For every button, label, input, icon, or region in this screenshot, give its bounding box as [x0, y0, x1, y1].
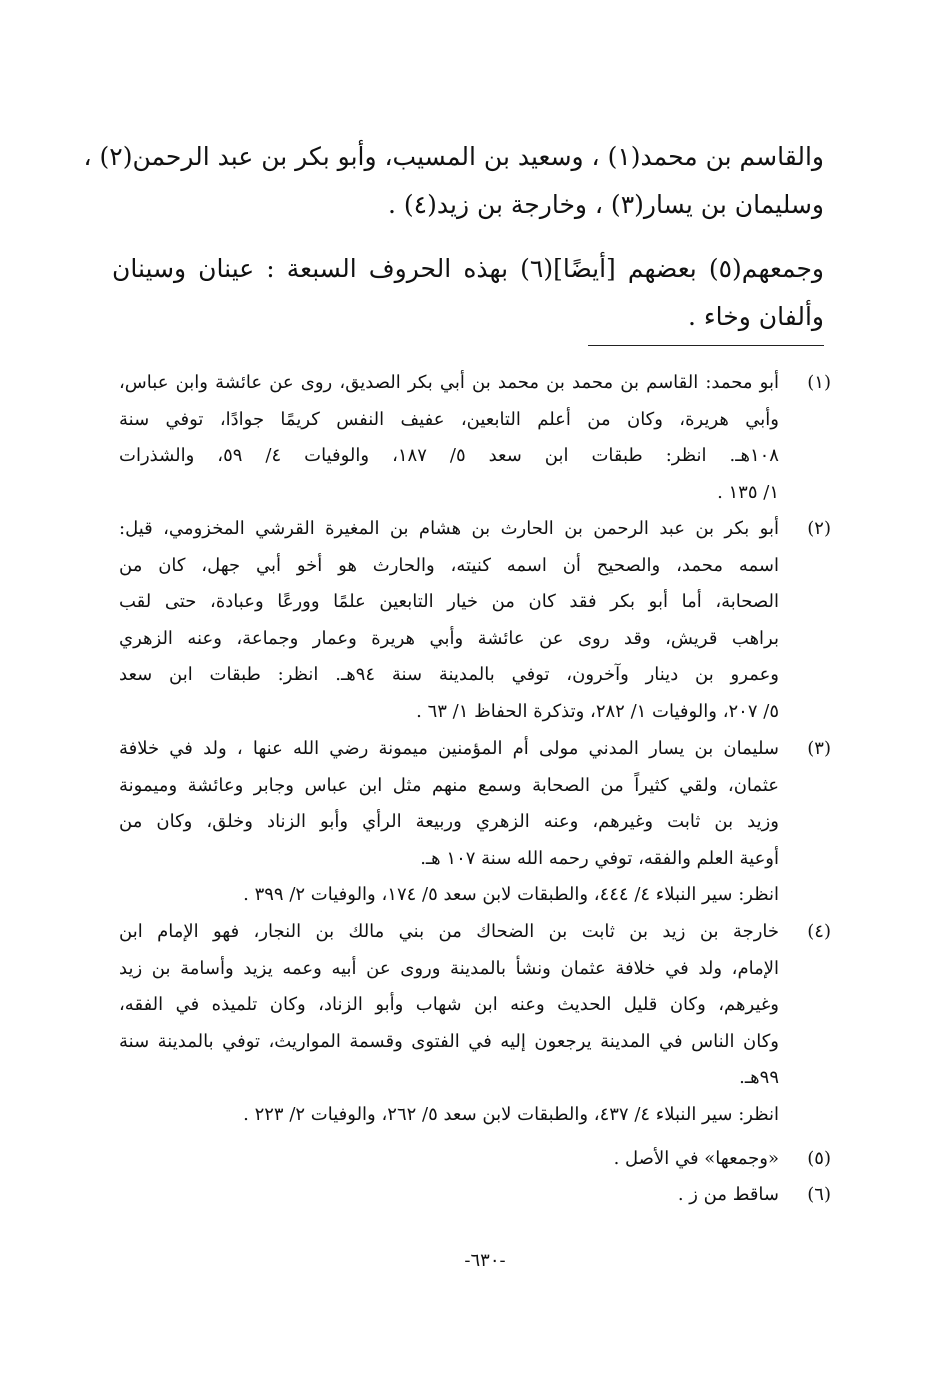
footnote-line: الإمام، ولد في خلافة عثمان ونشأ بالمدينة وروى عن أبيه وعمه يزيد وأسامة بن زيد — [119, 957, 779, 979]
footnote-number: (٣) — [807, 738, 831, 759]
footnote-3 — [119, 731, 831, 914]
footnote-line: عثمان، ولقي كثيراً من الصحابة وسمع منهم مثل ابن عباس وجابر وعائشة وميمونة — [119, 774, 779, 796]
footnote-divider — [588, 345, 824, 346]
footnote-line: وزيد بن ثابت وغيرهم، وعنه الزهري وربيعة الرأي وأبو الزناد وخلق، وكان من — [119, 811, 779, 832]
footnote-line: ١٠٨هـ. انظر: طبقات ابن سعد ٥/ ١٨٧، والوفيات ٤/ ٥٩، والشذرات — [119, 445, 779, 466]
footnote-number: (٢) — [807, 518, 831, 539]
footnote-line: وغيرهم، وكان قليل الحديث وعنه ابن شهاب وأبو الزناد، وكان تلميذه في الفقه، — [119, 994, 779, 1015]
footnote-line: انظر: سير النبلاء ٤/ ٤٣٧، والطبقات لابن سعد ٥/ ٢٦٢، والوفيات ٢/ ٢٢٣ . — [243, 1103, 779, 1125]
main-text-line: وسليمان بن يسار(٣) ، وخارجة بن زيد(٤) . — [388, 190, 824, 219]
footnote-6 — [119, 1177, 831, 1214]
footnote-line: خارجة بن زيد بن ثابت بن الضحاك من بني مالك بن النجار، فهو الإمام ابن — [119, 921, 779, 942]
footnote-line: وعمرو بن دينار وآخرون، توفي بالمدينة سنة ٩٤هـ. انظر: طبقات ابن سعد — [119, 664, 779, 685]
footnote-5 — [119, 1141, 831, 1178]
footnote-line: أبو محمد: القاسم بن محمد بن محمد بن أبي بكر الصديق، روى عن عائشة وابن عباس، — [119, 372, 779, 393]
footnote-number: (١) — [807, 372, 831, 393]
footnote-line: ساقط من ز . — [677, 1184, 779, 1205]
footnote-line: وأبي هريرة، وكان من أعلم التابعين، عفيف النفس كريمًا جوادًا، توفي سنة — [119, 408, 779, 430]
footnote-line: الصحابة، أما أبو بكر فقد كان من خيار التابعين علمًا وورعًا وعبادة، حتى لقب — [119, 591, 779, 612]
footnote-line: انظر: سير النبلاء ٤/ ٤٤٤، والطبقات لابن سعد ٥/ ١٧٤، والوفيات ٢/ ٣٩٩ . — [243, 884, 779, 905]
footnote-line: ٩٩هـ. — [739, 1067, 779, 1088]
footnote-line: براهب قريش، وقد روى عن عائشة وأبي هريرة وعمار وجماعة، وعنه الزهري — [119, 627, 779, 649]
footnote-line: اسمه محمد، والصحيح أن اسمه كنيته، والحارث هو أخو أبي جهل، كان من — [119, 554, 779, 576]
footnote-number: (٥) — [807, 1148, 831, 1169]
footnote-line: ١/ ١٣٥ . — [717, 481, 779, 503]
footnote-line: وكان الناس في المدينة يرجعون إليه في الفتوى وقسمة المواريث، توفي بالمدينة سنة — [119, 1030, 779, 1052]
footnote-line: «وجمعها» في الأصل . — [613, 1148, 779, 1169]
footnote-number: (٦) — [807, 1184, 831, 1205]
footnote-line: أبو بكر بن عبد الرحمن بن الحارث بن هشام بن المغيرة القرشي المخزومي، قيل: — [119, 518, 779, 539]
footnote-4 — [119, 914, 831, 1133]
footnote-2 — [119, 511, 831, 730]
footnote-line: أوعية العلم والفقه، توفي رحمه الله سنة ١٠٧ هـ. — [420, 847, 779, 869]
footnote-line: سليمان بن يسار المدني مولى أم المؤمنين ميمونة رضي الله عنها ، ولد في خلافة — [119, 738, 779, 759]
footnote-line: ٥/ ٢٠٧، والوفيات ١/ ٢٨٢، وتذكرة الحفاظ ١/ ٦٣ . — [416, 700, 779, 722]
main-text-line: وألفان وخاء . — [688, 302, 824, 331]
main-text-line: وجمعهم(٥) بعضهم [أيضًا](٦) بهذه الحروف السبعة : عينان وسينان — [112, 254, 825, 283]
page-number: -٦٣٠- — [464, 1250, 506, 1271]
footnote-1 — [119, 365, 831, 511]
footnote-number: (٤) — [807, 921, 831, 942]
main-text-line: والقاسم بن محمد(١) ، وسعيد بن المسيب، وأبو بكر بن عبد الرحمن(٢) ، — [83, 142, 824, 171]
